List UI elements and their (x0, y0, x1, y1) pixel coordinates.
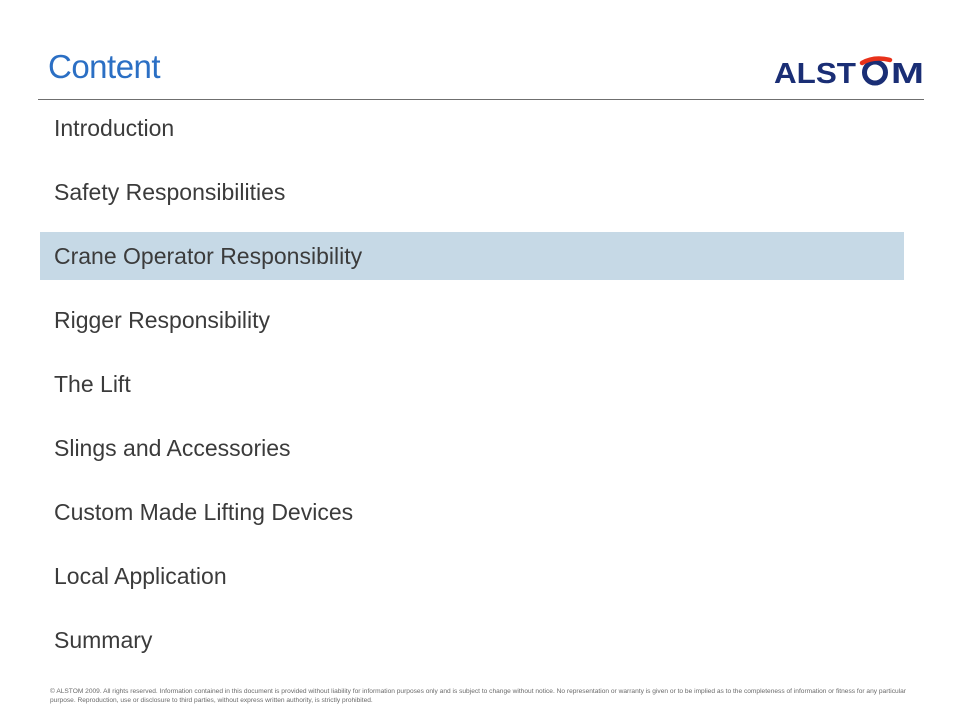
contents-item-safety-responsibilities[interactable]: Safety Responsibilities (54, 178, 286, 205)
contents-item-introduction[interactable]: Introduction (54, 114, 175, 141)
logo-prefix: ALST (774, 58, 857, 90)
contents-item-rigger-responsibility[interactable]: Rigger Responsibility (54, 306, 271, 333)
contents-item-custom-made-lifting-devices[interactable]: Custom Made Lifting Devices (54, 498, 354, 525)
contents-list (40, 104, 904, 680)
contents-item-local-application[interactable]: Local Application (54, 562, 227, 589)
contents-item-the-lift[interactable]: The Lift (54, 370, 131, 397)
alstom-logo (774, 54, 926, 90)
contents-item-crane-operator-responsibility[interactable]: Crane Operator Responsibility (40, 232, 904, 280)
contents-item-summary[interactable]: Summary (54, 626, 153, 653)
slide-title: Content (48, 48, 161, 85)
title-divider (38, 99, 924, 100)
logo-suffix: M (891, 58, 924, 90)
contents-item-slings-and-accessories[interactable]: Slings and Accessories (54, 434, 291, 461)
copyright-footer: © ALSTOM 2009. All rights reserved. Information contained in this document is provided without liability for information purposes only and is subject to change without notice. No representation or warranty is given or to be implied as to the completeness of information or fitness for any particular purpose. Reproduction, use or disclosure to third parties, without express written authority, is strictly prohibited. (50, 688, 906, 704)
logo-o-icon (862, 59, 890, 83)
